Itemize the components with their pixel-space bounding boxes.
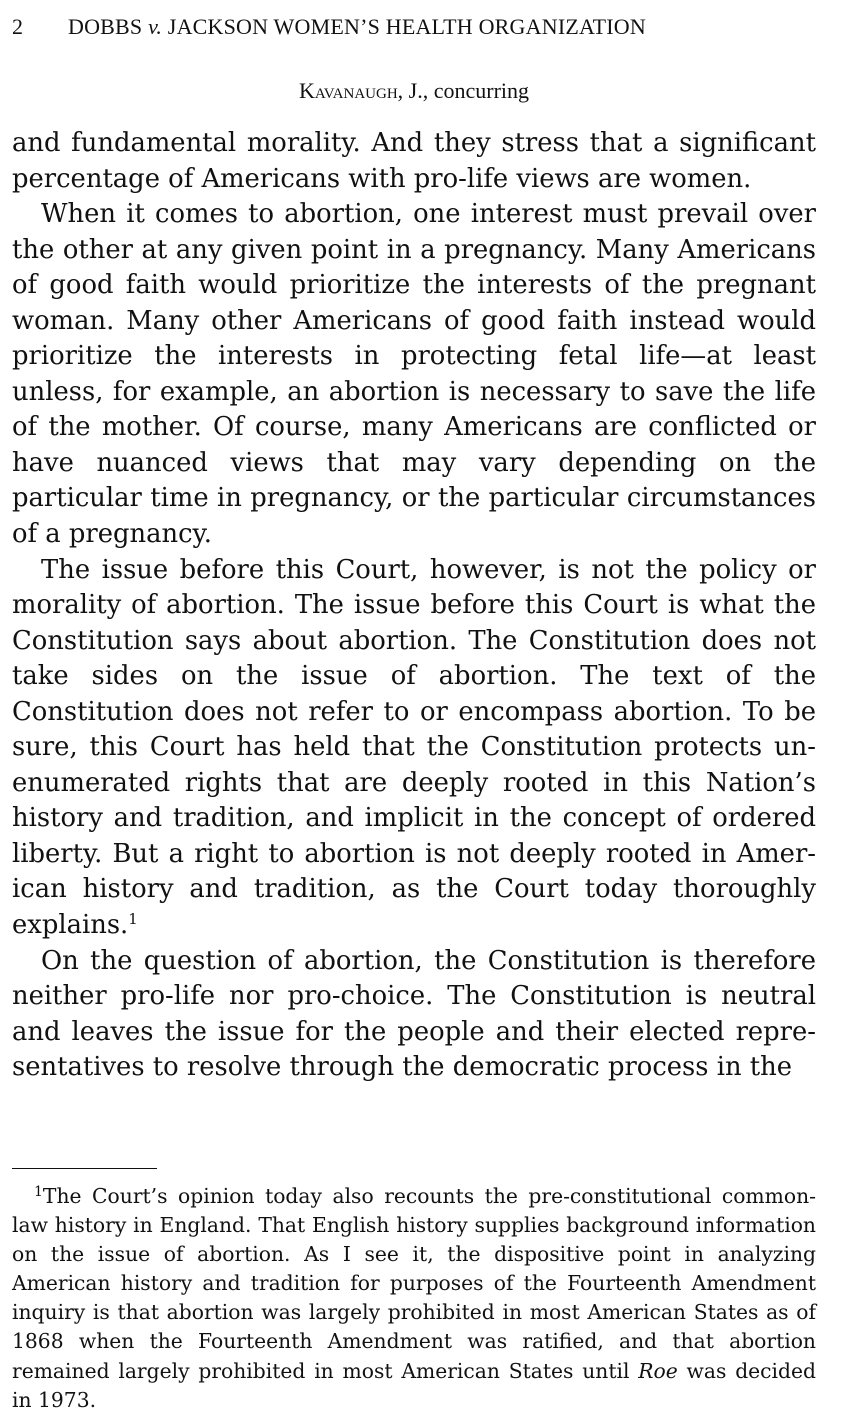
footnote-reference-1[interactable]: 1 bbox=[128, 910, 138, 929]
document-page bbox=[12, 0, 816, 1421]
case-title-part1: DOBBS bbox=[68, 14, 149, 39]
author-suffix: , J., concurring bbox=[397, 78, 530, 103]
footnote-1-text-end: was decided in 1973. bbox=[12, 1358, 816, 1412]
paragraph-4-text: On the question of abortion, the Constitution is therefore neither pro-life nor pro-choice. The Constitution is neutral and leaves the issue for the people and their elected representatives to resolve through the democratic process in the bbox=[12, 945, 816, 1083]
paragraph-3 bbox=[12, 553, 816, 944]
opinion-body bbox=[12, 126, 816, 1086]
paragraph-2 bbox=[12, 197, 816, 552]
footnote-1-text: The Court’s opinion today also recounts the pre-constitutional common-law history in England. That English history supplies background information on the issue of abortion. As I see it, the dispositive point in analyzing American history and tradition for purposes of the Fourteenth Amendment inquiry is that abortion was largely prohibited in most American States as of 1868 when the Fourteenth Amendment was ratified, and that abortion remained largely prohibited in most American States until bbox=[12, 1184, 816, 1383]
case-title-versus: v. bbox=[148, 14, 163, 39]
footnote-divider bbox=[12, 1168, 157, 1169]
opinion-author-line bbox=[12, 78, 816, 104]
footnote-1-marker: 1 bbox=[34, 1184, 43, 1200]
paragraph-1-text: and fundamental morality. And they stress that a significant percentage of Americans with pro-life views are women. bbox=[12, 128, 816, 194]
paragraph-3-text: The issue before this Court, however, is not the policy or morality of abortion. The issue before this Court is what the Constitution says about abortion. The Constitution does not take sides on the issue of abortion. The text of the Constitution does not refer to or encompass abortion. To be sure, this Court has held that the Constitution protects unenumerated rights that are deeply rooted in this Nation’s history and tradition, and implicit in the concept of ordered liberty. But a right to abortion is not deeply rooted in American history and tradition, as the Court today thoroughly explains. bbox=[12, 554, 816, 941]
paragraph-4 bbox=[12, 944, 816, 1086]
paragraph-1 bbox=[12, 126, 816, 197]
footnotes-section bbox=[12, 1182, 816, 1415]
running-head bbox=[12, 14, 816, 40]
author-name: Kavanaugh bbox=[298, 78, 398, 103]
page-number: 2 bbox=[12, 14, 23, 39]
paragraph-2-text: When it comes to abortion, one interest must prevail over the other at any given point in a pregnancy. Many Americans of good faith would prioritize the interests of the pregnant woman. Many other Americans of good faith instead would prioritize the interests in protecting fetal life—at least unless, for example, an abortion is necessary to save the life of the mother. Of course, many Americans are conflicted or have nuanced views that may vary depending on the particular time in pregnancy, or the particular circumstances of a pregnancy. bbox=[12, 199, 816, 550]
footnote-1-case-name: Roe bbox=[638, 1358, 678, 1383]
footnote-1 bbox=[12, 1182, 816, 1415]
case-title bbox=[68, 14, 646, 40]
case-title-part2: JACKSON WOMEN’S HEALTH ORGANIZATION bbox=[162, 14, 646, 39]
